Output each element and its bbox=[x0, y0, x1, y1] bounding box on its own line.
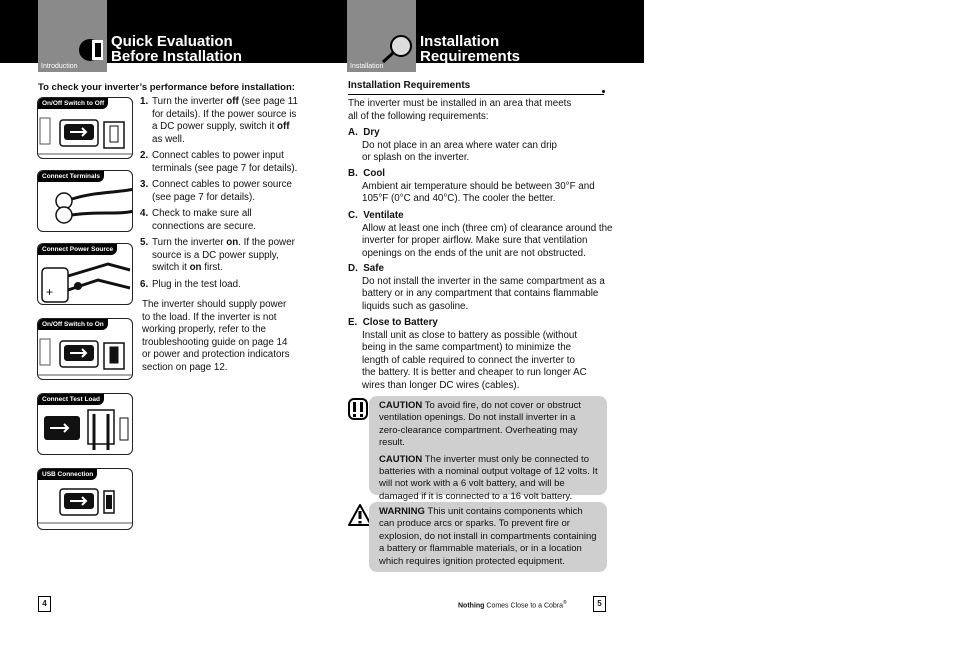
step-image-usb: USB Connection bbox=[37, 468, 133, 530]
step-list bbox=[140, 96, 300, 295]
list-item: 2. Connect cables to power input terminals (see page 7 for details). bbox=[140, 150, 298, 174]
page-title: Installation Requirements bbox=[420, 33, 521, 65]
section-tab bbox=[347, 0, 416, 72]
list-item: 1. Turn the inverter off (see page 11 for details). If the power source is a DC power supply, switch it off as well. bbox=[140, 96, 298, 145]
closing-paragraph: The inverter should supply power to the load. If the inverter is not working properly, refer to the troubleshooting guide on page 14 or power and protection indicators section on page 12. bbox=[142, 299, 290, 373]
svg-text:+: + bbox=[46, 285, 54, 299]
requirement-item: D. Safe Do not install the inverter in the same compartment as a battery or in any compartment that contains flammable liquids such as gasoline. bbox=[348, 263, 605, 312]
warning-callout: WARNING This unit contains components which can produce arcs or sparks. To prevent fire or explosion, do not install in compartments containing a battery or flammable materials, or in a location which requires ignition protected equipment. bbox=[369, 502, 607, 572]
requirement-item: C. Ventilate Allow at least one inch (three cm) of clearance around the inverter for proper airflow. Make sure that ventilation openings on the ends of the unit are not obstructed. bbox=[348, 210, 613, 259]
requirement-item: B. Cool Ambient air temperature should be between 30°F and 105°F (0°C and 40°C). The cooler the better. bbox=[348, 168, 595, 204]
page-left bbox=[0, 0, 322, 645]
list-item: 3. Connect cables to power source (see page 7 for details). bbox=[140, 179, 292, 203]
list-item: 4. Check to make sure all connections are secure. bbox=[140, 208, 257, 232]
page-number: 5 bbox=[593, 596, 606, 612]
step-image-switch-off: On/Off Switch to Off bbox=[37, 97, 133, 159]
lead-text: To check your inverter’s performance before installation: bbox=[38, 82, 295, 93]
section-tab-label: Installation bbox=[350, 63, 384, 70]
page-title: Quick Evaluation Before Installation bbox=[111, 33, 242, 65]
book-icon bbox=[78, 34, 104, 62]
list-item: 5. Turn the inverter on. If the power source is a DC power supply, switch it on first. bbox=[140, 237, 295, 273]
exclamation-icon bbox=[348, 398, 368, 420]
page-right bbox=[322, 0, 644, 645]
list-item: 6. Plug in the test load. bbox=[140, 278, 241, 290]
section-heading: Installation Requirements bbox=[348, 80, 604, 95]
step-image-connect-power: Connect Power Source + bbox=[37, 243, 133, 305]
magnifier-icon bbox=[379, 34, 413, 64]
step-image-switch-on: On/Off Switch to On bbox=[37, 318, 133, 380]
caution-callout: CAUTION To avoid fire, do not cover or obstruct ventilation openings. Do not install inverter in a zero-clearance compartment. Overheating may result. CAUTION The inverter must only be connected to batteries with a nominal output voltage of 12 volts. It will not work with a 6 volt battery, and will be damaged if it is connected to a 16 volt battery. bbox=[369, 396, 607, 495]
step-image-connect-terminals: Connect Terminals bbox=[37, 170, 133, 232]
step-image-test-load: Connect Test Load bbox=[37, 393, 133, 455]
requirement-item: A. Dry Do not place in an area where water can drip or splash on the inverter. bbox=[348, 127, 557, 163]
heading-rule-dot bbox=[602, 90, 605, 93]
page-number: 4 bbox=[38, 596, 51, 612]
section-tab-label: Introduction bbox=[41, 63, 78, 70]
requirement-item: E. Close to Battery Install unit as close to battery as possible (without being in the same compartment) to minimize the length of cable required to connect the inverter to the battery. It is better and cheaper to run longer AC wires than longer DC wires (cables). bbox=[348, 317, 587, 391]
intro-paragraph: The inverter must be installed in an area that meets all of the following requirements: bbox=[348, 98, 572, 122]
section-tab bbox=[38, 0, 107, 72]
footer-tagline: Nothing Comes Close to a Cobra® bbox=[458, 600, 567, 610]
